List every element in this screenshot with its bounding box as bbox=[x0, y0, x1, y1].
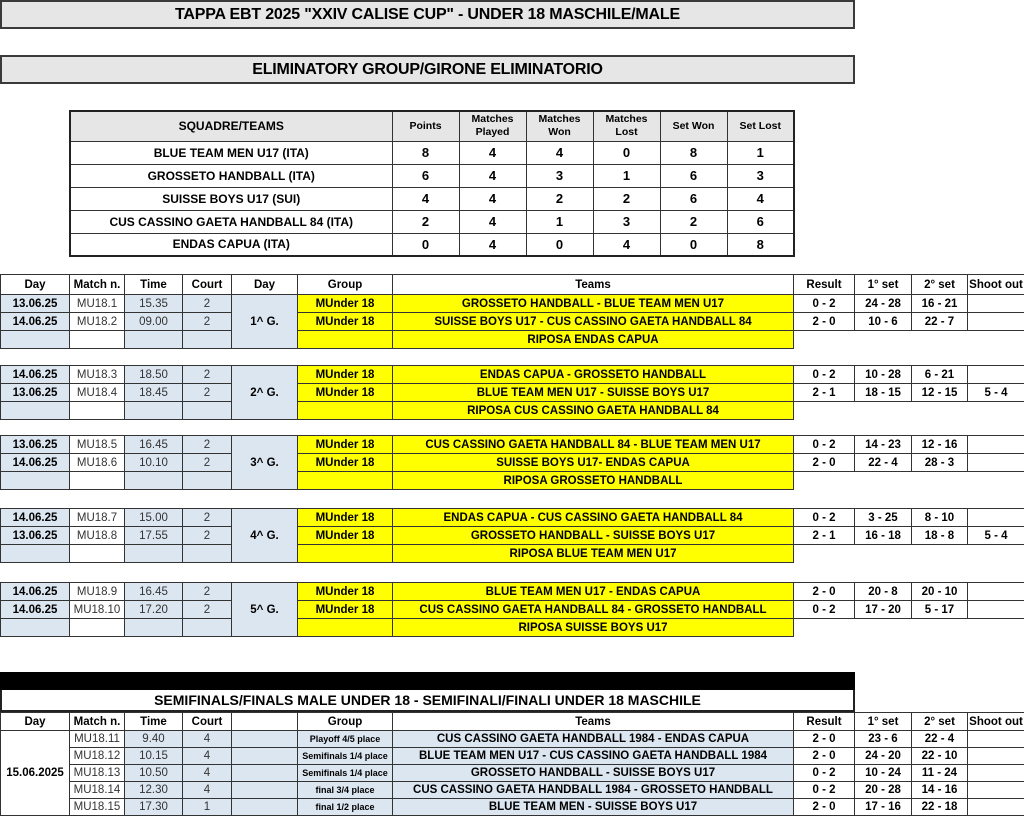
empty-cell bbox=[232, 799, 298, 816]
match-teams: SUISSE BOYS U17- ENDAS CAPUA bbox=[393, 454, 794, 472]
round-label: 5^ G. bbox=[232, 583, 298, 637]
match-result: 2 - 0 bbox=[794, 313, 855, 331]
set1-score: 14 - 23 bbox=[855, 436, 912, 454]
header-group: Group bbox=[298, 275, 393, 295]
match-phase: final 1/2 place bbox=[298, 799, 393, 816]
sets-lost: 3 bbox=[727, 164, 794, 187]
resting-team: RIPOSA CUS CASSINO GAETA HANDBALL 84 bbox=[393, 402, 794, 420]
match-number: MU18.14 bbox=[70, 782, 125, 799]
header-set-lost: Set Lost bbox=[727, 111, 794, 141]
match-row bbox=[1, 295, 1024, 313]
set2-score: 12 - 16 bbox=[912, 436, 968, 454]
match-result: 0 - 2 bbox=[794, 601, 855, 619]
match-result: 2 - 0 bbox=[794, 748, 855, 765]
set2-score: 22 - 7 bbox=[912, 313, 968, 331]
set2-score: 22 - 10 bbox=[912, 748, 968, 765]
matches-played: 4 bbox=[459, 233, 526, 256]
header-set2: 2° set bbox=[912, 713, 968, 731]
set1-score: 20 - 28 bbox=[855, 782, 912, 799]
match-time: 18.45 bbox=[125, 384, 183, 402]
match-phase: Semifinals 1/4 place bbox=[298, 765, 393, 782]
match-number: MU18.13 bbox=[70, 765, 125, 782]
header-time: Time bbox=[125, 275, 183, 295]
set2-score: 8 - 10 bbox=[912, 509, 968, 527]
matches-won: 0 bbox=[526, 233, 593, 256]
match-court: 2 bbox=[183, 527, 232, 545]
page-title: TAPPA EBT 2025 "XXIV CALISE CUP" - UNDER 18 MASCHILE/MALE bbox=[0, 0, 855, 29]
match-day: 13.06.25 bbox=[1, 527, 70, 545]
header-day: Day bbox=[1, 275, 70, 295]
match-row bbox=[1, 366, 1024, 384]
set1-score: 24 - 20 bbox=[855, 748, 912, 765]
header-set1: 1° set bbox=[855, 275, 912, 295]
match-row bbox=[1, 313, 1024, 331]
match-row bbox=[1, 384, 1024, 402]
empty-group bbox=[298, 619, 393, 637]
header-points: Points bbox=[392, 111, 459, 141]
match-number: MU18.11 bbox=[70, 731, 125, 748]
schedule-header-row bbox=[1, 275, 1024, 295]
match-time: 09.00 bbox=[125, 313, 183, 331]
sets-won: 0 bbox=[660, 233, 727, 256]
match-teams: ENDAS CAPUA - CUS CASSINO GAETA HANDBALL 84 bbox=[393, 509, 794, 527]
match-day: 13.06.25 bbox=[1, 436, 70, 454]
finals-match-row bbox=[1, 782, 1024, 799]
match-group: MUnder 18 bbox=[298, 601, 393, 619]
empty-day bbox=[1, 545, 70, 563]
match-court: 4 bbox=[183, 765, 232, 782]
empty-match bbox=[70, 545, 125, 563]
match-court: 2 bbox=[183, 436, 232, 454]
matches-lost: 2 bbox=[593, 187, 660, 210]
round-table bbox=[0, 508, 1024, 563]
match-phase: Playoff 4/5 place bbox=[298, 731, 393, 748]
header-blank bbox=[232, 713, 298, 731]
shootout-score: 5 - 4 bbox=[968, 527, 1024, 545]
header-time: Time bbox=[125, 713, 183, 731]
round-label: 4^ G. bbox=[232, 509, 298, 563]
finals-header-row bbox=[1, 713, 1024, 731]
match-time: 18.50 bbox=[125, 366, 183, 384]
standings-row bbox=[70, 210, 794, 233]
match-number: MU18.2 bbox=[70, 313, 125, 331]
team-name: BLUE TEAM MEN U17 (ITA) bbox=[70, 141, 392, 164]
sets-lost: 1 bbox=[727, 141, 794, 164]
resting-team: RIPOSA ENDAS CAPUA bbox=[393, 331, 794, 349]
finals-match-row bbox=[1, 748, 1024, 765]
empty-match bbox=[70, 472, 125, 490]
match-teams: BLUE TEAM MEN U17 - CUS CASSINO GAETA HANDBALL 1984 bbox=[393, 748, 794, 765]
match-result: 0 - 2 bbox=[794, 782, 855, 799]
sets-won: 6 bbox=[660, 164, 727, 187]
standings-table bbox=[69, 110, 795, 257]
shootout-score bbox=[968, 731, 1024, 748]
round-table bbox=[0, 274, 1024, 349]
match-teams: BLUE TEAM MEN U17 - SUISSE BOYS U17 bbox=[393, 384, 794, 402]
matches-played: 4 bbox=[459, 164, 526, 187]
finals-title: SEMIFINALS/FINALS MALE UNDER 18 - SEMIFINALI/FINALI UNDER 18 MASCHILE bbox=[0, 690, 855, 712]
set1-score: 10 - 6 bbox=[855, 313, 912, 331]
match-result: 0 - 2 bbox=[794, 436, 855, 454]
header-played: Matches Played bbox=[459, 111, 526, 141]
set1-score: 17 - 16 bbox=[855, 799, 912, 816]
empty-day bbox=[1, 472, 70, 490]
match-day: 14.06.25 bbox=[1, 366, 70, 384]
match-phase: final 3/4 place bbox=[298, 782, 393, 799]
match-group: MUnder 18 bbox=[298, 527, 393, 545]
blank-area bbox=[794, 402, 1024, 420]
empty-cell bbox=[232, 748, 298, 765]
shootout-score bbox=[968, 436, 1024, 454]
match-court: 4 bbox=[183, 748, 232, 765]
points: 2 bbox=[392, 210, 459, 233]
match-court: 2 bbox=[183, 295, 232, 313]
round-table bbox=[0, 582, 1024, 637]
shootout-score bbox=[968, 295, 1024, 313]
header-teams: Teams bbox=[393, 713, 794, 731]
match-number: MU18.8 bbox=[70, 527, 125, 545]
rest-row bbox=[1, 331, 1024, 349]
rest-row bbox=[1, 619, 1024, 637]
sets-lost: 8 bbox=[727, 233, 794, 256]
match-group: MUnder 18 bbox=[298, 313, 393, 331]
matches-played: 4 bbox=[459, 210, 526, 233]
set1-score: 16 - 18 bbox=[855, 527, 912, 545]
match-row bbox=[1, 436, 1024, 454]
match-group: MUnder 18 bbox=[298, 509, 393, 527]
empty-court bbox=[183, 619, 232, 637]
match-group: MUnder 18 bbox=[298, 384, 393, 402]
points: 0 bbox=[392, 233, 459, 256]
match-court: 2 bbox=[183, 509, 232, 527]
set1-score: 22 - 4 bbox=[855, 454, 912, 472]
empty-time bbox=[125, 472, 183, 490]
matches-lost: 4 bbox=[593, 233, 660, 256]
shootout-score bbox=[968, 509, 1024, 527]
empty-group bbox=[298, 545, 393, 563]
matches-lost: 0 bbox=[593, 141, 660, 164]
empty-time bbox=[125, 402, 183, 420]
standings-header-row bbox=[70, 111, 794, 141]
sets-won: 8 bbox=[660, 141, 727, 164]
empty-match bbox=[70, 619, 125, 637]
points: 6 bbox=[392, 164, 459, 187]
set2-score: 16 - 21 bbox=[912, 295, 968, 313]
finals-match-row bbox=[1, 765, 1024, 782]
sets-won: 2 bbox=[660, 210, 727, 233]
match-teams: CUS CASSINO GAETA HANDBALL 84 - BLUE TEAM MEN U17 bbox=[393, 436, 794, 454]
match-result: 0 - 2 bbox=[794, 509, 855, 527]
empty-court bbox=[183, 331, 232, 349]
finals-match-row bbox=[1, 731, 1024, 748]
header-teams: SQUADRE/TEAMS bbox=[70, 111, 392, 141]
match-time: 15.35 bbox=[125, 295, 183, 313]
match-group: MUnder 18 bbox=[298, 366, 393, 384]
finals-table bbox=[0, 712, 1024, 816]
resting-team: RIPOSA GROSSETO HANDBALL bbox=[393, 472, 794, 490]
match-group: MUnder 18 bbox=[298, 295, 393, 313]
set2-score: 5 - 17 bbox=[912, 601, 968, 619]
match-teams: CUS CASSINO GAETA HANDBALL 1984 - GROSSETO HANDBALL bbox=[393, 782, 794, 799]
set1-score: 23 - 6 bbox=[855, 731, 912, 748]
match-time: 17.20 bbox=[125, 601, 183, 619]
standings-row bbox=[70, 233, 794, 256]
match-court: 2 bbox=[183, 313, 232, 331]
matches-won: 4 bbox=[526, 141, 593, 164]
shootout-score bbox=[968, 782, 1024, 799]
match-group: MUnder 18 bbox=[298, 454, 393, 472]
match-group: MUnder 18 bbox=[298, 583, 393, 601]
empty-cell bbox=[232, 731, 298, 748]
match-number: MU18.3 bbox=[70, 366, 125, 384]
set2-score: 22 - 18 bbox=[912, 799, 968, 816]
match-time: 10.15 bbox=[125, 748, 183, 765]
match-court: 2 bbox=[183, 384, 232, 402]
empty-day bbox=[1, 331, 70, 349]
match-teams: BLUE TEAM MEN U17 - ENDAS CAPUA bbox=[393, 583, 794, 601]
empty-court bbox=[183, 472, 232, 490]
match-court: 2 bbox=[183, 366, 232, 384]
header-set2: 2° set bbox=[912, 275, 968, 295]
round-table bbox=[0, 435, 1024, 490]
match-time: 9.40 bbox=[125, 731, 183, 748]
header-shootout: Shoot out bbox=[968, 713, 1024, 731]
shootout-score bbox=[968, 366, 1024, 384]
match-phase: Semifinals 1/4 place bbox=[298, 748, 393, 765]
header-day: Day bbox=[1, 713, 70, 731]
set2-score: 20 - 10 bbox=[912, 583, 968, 601]
match-day: 14.06.25 bbox=[1, 601, 70, 619]
shootout-score bbox=[968, 765, 1024, 782]
header-court: Court bbox=[183, 713, 232, 731]
header-court: Court bbox=[183, 275, 232, 295]
sets-lost: 4 bbox=[727, 187, 794, 210]
match-time: 12.30 bbox=[125, 782, 183, 799]
match-time: 16.45 bbox=[125, 436, 183, 454]
rest-row bbox=[1, 472, 1024, 490]
empty-cell bbox=[232, 765, 298, 782]
finals-day: 15.06.2025 bbox=[1, 731, 70, 816]
shootout-score bbox=[968, 799, 1024, 816]
header-group: Group bbox=[298, 713, 393, 731]
match-result: 2 - 0 bbox=[794, 731, 855, 748]
match-result: 0 - 2 bbox=[794, 765, 855, 782]
standings-row bbox=[70, 187, 794, 210]
match-result: 2 - 0 bbox=[794, 799, 855, 816]
standings-row bbox=[70, 141, 794, 164]
match-number: MU18.12 bbox=[70, 748, 125, 765]
match-result: 2 - 1 bbox=[794, 384, 855, 402]
match-number: MU18.1 bbox=[70, 295, 125, 313]
matches-played: 4 bbox=[459, 187, 526, 210]
match-court: 1 bbox=[183, 799, 232, 816]
team-name: ENDAS CAPUA (ITA) bbox=[70, 233, 392, 256]
matches-won: 3 bbox=[526, 164, 593, 187]
match-time: 17.30 bbox=[125, 799, 183, 816]
match-court: 2 bbox=[183, 454, 232, 472]
matches-lost: 1 bbox=[593, 164, 660, 187]
empty-time bbox=[125, 331, 183, 349]
set1-score: 24 - 28 bbox=[855, 295, 912, 313]
set2-score: 28 - 3 bbox=[912, 454, 968, 472]
empty-group bbox=[298, 472, 393, 490]
empty-time bbox=[125, 619, 183, 637]
header-set-won: Set Won bbox=[660, 111, 727, 141]
header-lost: Matches Lost bbox=[593, 111, 660, 141]
points: 8 bbox=[392, 141, 459, 164]
match-teams: ENDAS CAPUA - GROSSETO HANDBALL bbox=[393, 366, 794, 384]
round-label: 3^ G. bbox=[232, 436, 298, 490]
match-teams: GROSSETO HANDBALL - SUISSE BOYS U17 bbox=[393, 527, 794, 545]
group-title: ELIMINATORY GROUP/GIRONE ELIMINATORIO bbox=[0, 55, 855, 84]
header-match: Match n. bbox=[70, 713, 125, 731]
match-time: 16.45 bbox=[125, 583, 183, 601]
match-time: 17.55 bbox=[125, 527, 183, 545]
match-time: 15.00 bbox=[125, 509, 183, 527]
match-court: 4 bbox=[183, 731, 232, 748]
header-result: Result bbox=[794, 275, 855, 295]
shootout-score bbox=[968, 601, 1024, 619]
shootout-score bbox=[968, 748, 1024, 765]
set2-score: 14 - 16 bbox=[912, 782, 968, 799]
match-day: 13.06.25 bbox=[1, 295, 70, 313]
points: 4 bbox=[392, 187, 459, 210]
team-name: SUISSE BOYS U17 (SUI) bbox=[70, 187, 392, 210]
match-number: MU18.9 bbox=[70, 583, 125, 601]
matches-lost: 3 bbox=[593, 210, 660, 233]
match-day: 14.06.25 bbox=[1, 454, 70, 472]
set1-score: 10 - 28 bbox=[855, 366, 912, 384]
match-group: MUnder 18 bbox=[298, 436, 393, 454]
standings-row bbox=[70, 164, 794, 187]
match-result: 2 - 1 bbox=[794, 527, 855, 545]
match-day: 13.06.25 bbox=[1, 384, 70, 402]
empty-match bbox=[70, 331, 125, 349]
empty-court bbox=[183, 402, 232, 420]
header-teams: Teams bbox=[393, 275, 794, 295]
match-result: 0 - 2 bbox=[794, 295, 855, 313]
match-day: 14.06.25 bbox=[1, 509, 70, 527]
sets-lost: 6 bbox=[727, 210, 794, 233]
header-shootout: Shoot out bbox=[968, 275, 1024, 295]
match-result: 2 - 0 bbox=[794, 454, 855, 472]
blank-area bbox=[794, 331, 1024, 349]
team-name: GROSSETO HANDBALL (ITA) bbox=[70, 164, 392, 187]
match-court: 2 bbox=[183, 583, 232, 601]
header-won: Matches Won bbox=[526, 111, 593, 141]
match-time: 10.10 bbox=[125, 454, 183, 472]
round-label: 2^ G. bbox=[232, 366, 298, 420]
match-number: MU18.6 bbox=[70, 454, 125, 472]
set2-score: 12 - 15 bbox=[912, 384, 968, 402]
resting-team: RIPOSA BLUE TEAM MEN U17 bbox=[393, 545, 794, 563]
match-result: 2 - 0 bbox=[794, 583, 855, 601]
empty-day bbox=[1, 619, 70, 637]
finals-black-bar bbox=[0, 672, 855, 690]
match-teams: CUS CASSINO GAETA HANDBALL 84 - GROSSETO HANDBALL bbox=[393, 601, 794, 619]
empty-group bbox=[298, 331, 393, 349]
match-day: 14.06.25 bbox=[1, 583, 70, 601]
team-name: CUS CASSINO GAETA HANDBALL 84 (ITA) bbox=[70, 210, 392, 233]
matches-won: 1 bbox=[526, 210, 593, 233]
empty-group bbox=[298, 402, 393, 420]
resting-team: RIPOSA SUISSE BOYS U17 bbox=[393, 619, 794, 637]
set1-score: 10 - 24 bbox=[855, 765, 912, 782]
set1-score: 3 - 25 bbox=[855, 509, 912, 527]
header-set1: 1° set bbox=[855, 713, 912, 731]
empty-court bbox=[183, 545, 232, 563]
match-teams: CUS CASSINO GAETA HANDBALL 1984 - ENDAS CAPUA bbox=[393, 731, 794, 748]
match-court: 2 bbox=[183, 601, 232, 619]
match-teams: GROSSETO HANDBALL - SUISSE BOYS U17 bbox=[393, 765, 794, 782]
empty-time bbox=[125, 545, 183, 563]
match-number: MU18.15 bbox=[70, 799, 125, 816]
match-row bbox=[1, 601, 1024, 619]
set2-score: 18 - 8 bbox=[912, 527, 968, 545]
blank-area bbox=[794, 619, 1024, 637]
match-teams: BLUE TEAM MEN - SUISSE BOYS U17 bbox=[393, 799, 794, 816]
shootout-score: 5 - 4 bbox=[968, 384, 1024, 402]
match-time: 10.50 bbox=[125, 765, 183, 782]
matches-played: 4 bbox=[459, 141, 526, 164]
shootout-score bbox=[968, 454, 1024, 472]
empty-day bbox=[1, 402, 70, 420]
match-row bbox=[1, 583, 1024, 601]
rest-row bbox=[1, 545, 1024, 563]
matches-won: 2 bbox=[526, 187, 593, 210]
match-court: 4 bbox=[183, 782, 232, 799]
sets-won: 6 bbox=[660, 187, 727, 210]
match-result: 0 - 2 bbox=[794, 366, 855, 384]
set2-score: 22 - 4 bbox=[912, 731, 968, 748]
match-row bbox=[1, 509, 1024, 527]
shootout-score bbox=[968, 583, 1024, 601]
round-label: 1^ G. bbox=[232, 295, 298, 349]
finals-match-row bbox=[1, 799, 1024, 816]
rest-row bbox=[1, 402, 1024, 420]
match-row bbox=[1, 527, 1024, 545]
blank-area bbox=[794, 472, 1024, 490]
empty-match bbox=[70, 402, 125, 420]
match-day: 14.06.25 bbox=[1, 313, 70, 331]
match-number: MU18.7 bbox=[70, 509, 125, 527]
set2-score: 6 - 21 bbox=[912, 366, 968, 384]
shootout-score bbox=[968, 313, 1024, 331]
match-row bbox=[1, 454, 1024, 472]
match-number: MU18.4 bbox=[70, 384, 125, 402]
match-number: MU18.10 bbox=[70, 601, 125, 619]
header-round-day: Day bbox=[232, 275, 298, 295]
header-result: Result bbox=[794, 713, 855, 731]
set1-score: 17 - 20 bbox=[855, 601, 912, 619]
blank-area bbox=[794, 545, 1024, 563]
match-number: MU18.5 bbox=[70, 436, 125, 454]
set1-score: 20 - 8 bbox=[855, 583, 912, 601]
empty-cell bbox=[232, 782, 298, 799]
round-table bbox=[0, 365, 1024, 420]
header-match: Match n. bbox=[70, 275, 125, 295]
set1-score: 18 - 15 bbox=[855, 384, 912, 402]
match-teams: SUISSE BOYS U17 - CUS CASSINO GAETA HANDBALL 84 bbox=[393, 313, 794, 331]
match-teams: GROSSETO HANDBALL - BLUE TEAM MEN U17 bbox=[393, 295, 794, 313]
set2-score: 11 - 24 bbox=[912, 765, 968, 782]
